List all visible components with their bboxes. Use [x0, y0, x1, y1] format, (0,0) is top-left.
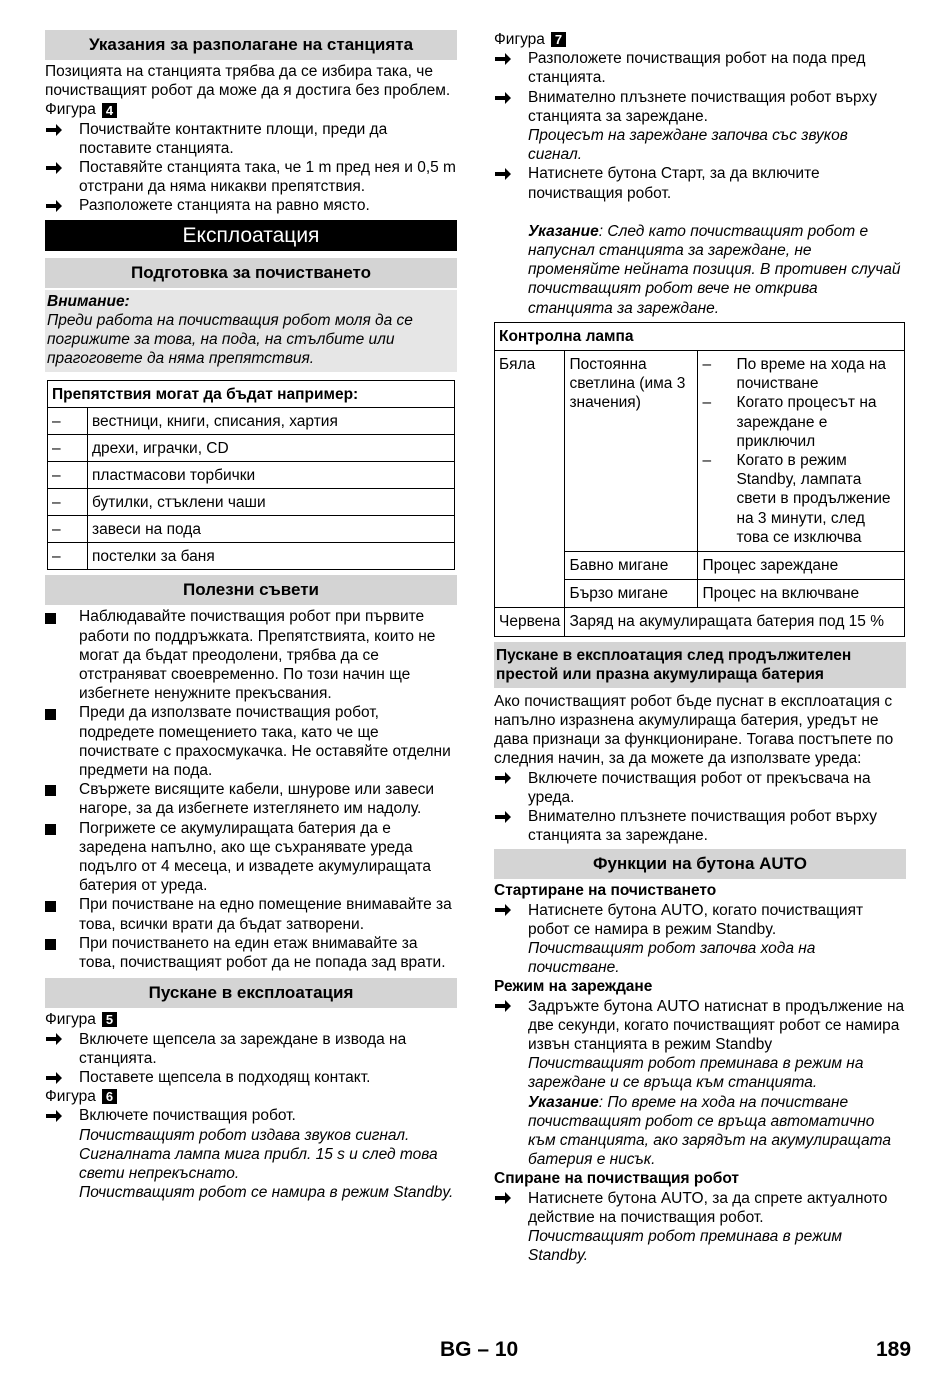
step-text: При почистването на един етаж внимавайте за това, почистващият робот да не попада зад врати.: [79, 934, 446, 972]
obstacle-text: бутилки, стъклени чаши: [88, 489, 455, 516]
figure-ref-4: [45, 100, 457, 119]
meaning-item: [702, 355, 900, 393]
figure-number: 6: [102, 1089, 117, 1104]
figure-ref-5: [45, 1010, 457, 1029]
obstacle-row: [48, 435, 455, 462]
step-item: [45, 607, 457, 703]
obstacle-text: дрехи, играчки, CD: [88, 435, 455, 462]
bullet-square-icon: [45, 703, 79, 780]
step-text: Наблюдавайте почистващия робот при първите работи по поддръжката. Препятствията, които не могат да бъдат преодолени, трябва да се отстраняват своевременно. По този начин ще избегнете ненужните прекъсвания.: [79, 608, 436, 703]
charge-mode-heading: Режим на зареждане: [494, 978, 653, 996]
footer-language-page: BG – 10: [440, 1338, 519, 1361]
arrow-icon: [494, 807, 528, 845]
step-item: [45, 934, 457, 972]
step-text: Преди да използвате почистващия робот, подредете помещението така, като че ще почиствате с прахосмукачка. Не оставяйте отделни предмети на пода.: [79, 704, 451, 780]
meaning-item: [702, 451, 900, 547]
dash-marker: –: [702, 356, 712, 374]
stop-heading: Спиране на почистващия робот: [494, 1170, 740, 1188]
arrow-icon: [494, 901, 528, 978]
note-label: Указание: [528, 1093, 599, 1111]
startup-steps: [45, 1030, 457, 1088]
arrow-icon: [494, 49, 528, 87]
step-item: [494, 807, 906, 845]
step-item: [494, 49, 906, 87]
figure-number: 5: [102, 1012, 117, 1027]
step-text: Разположете почистващия робот на пода пред станцията.: [528, 50, 866, 87]
bullet-square-icon: [45, 780, 79, 818]
step-result: Почистващият робот се намира в режим Standby.: [79, 1184, 454, 1202]
step-text: Включете почистващия робот от прекъсвача на уреда.: [528, 769, 871, 806]
step-text: При почистване на едно помещение внимавайте за това, всички врати да бъдат затворени.: [79, 896, 452, 933]
obstacle-row: [48, 489, 455, 516]
bullet-square-icon: [45, 895, 79, 933]
step-item: [45, 1106, 457, 1202]
figure-label: Фигура: [45, 1011, 96, 1029]
step-text: Погрижете се акумулиращата батерия да е заредена напълно, ако ще съхранявате уреда подълго от 4 месеца, и извадете акумулиращата батерия от уреда.: [79, 819, 432, 895]
bullet-square-icon: [45, 934, 79, 972]
arrow-icon: [45, 1030, 79, 1068]
note-label: Указание: [528, 222, 599, 240]
step-item: [494, 88, 906, 165]
operation-heading: Експлоатация: [45, 220, 457, 251]
step-text: Разположете станцията на равно място.: [79, 197, 370, 215]
step-text: Поставяйте станцията така, че 1 m пред нея и 0,5 m отстрани да няма никакви препятствия.: [79, 159, 456, 196]
meaning-text: Когато процесът на зареждане е приключил: [736, 394, 877, 450]
obstacles-header: Препятствия могат да бъдат например:: [48, 381, 455, 408]
obstacle-text: вестници, книги, списания, хартия: [88, 408, 455, 435]
lamp-slow-meaning: Процес зареждане: [698, 552, 905, 580]
note-block: [494, 222, 906, 318]
meaning-text: По време на хода на почистване: [736, 356, 887, 393]
step-item: [45, 196, 457, 215]
arrow-icon: [494, 88, 528, 165]
step-text: Натиснете бутона Старт, за да включите почистващия робот.: [528, 165, 820, 202]
lamp-fast-meaning: Процес на включване: [698, 580, 905, 608]
meaning-item: [702, 393, 900, 451]
placement-steps: [45, 120, 457, 216]
figure-label: Фигура: [45, 1088, 96, 1106]
figure-label: Фигура: [494, 31, 545, 48]
lamp-white: Бяла: [495, 351, 565, 608]
step-result: Почистващият робот започва хода на почистване.: [528, 939, 816, 977]
dash-marker: –: [702, 452, 712, 470]
step-item: [45, 780, 457, 818]
step-item: [494, 164, 906, 202]
step-item: [45, 120, 457, 158]
meaning-text: Когато в режим Standby, лампата свети в продължение на 3 минути, след това се изключва: [736, 452, 891, 546]
step-item: [45, 1030, 457, 1068]
left-column: [45, 30, 457, 1202]
step-item: [494, 1189, 906, 1266]
auto-heading: Функции на бутона AUTO: [494, 849, 906, 879]
step-item: [45, 1068, 457, 1087]
lamp-red: Червена: [495, 608, 565, 636]
dash-marker: –: [48, 489, 88, 516]
arrow-icon: [494, 164, 528, 202]
lamp-steady-meanings: [698, 351, 905, 552]
warning-label: Внимание:: [47, 292, 130, 310]
step-item: [45, 819, 457, 896]
restart-text: Ако почистващият робот бъде пуснат в експлоатация с напълно изразнена акумулираща батерия, уредът не дава признаци за функциониране. Тогава постъпете по следния начин, за да можете да използвате уреда:: [494, 692, 894, 768]
lamp-red-meaning: Заряд на акумулиращата батерия под 15 %: [565, 608, 905, 636]
lamp-table-header: Контролна лампа: [495, 322, 905, 350]
tips-heading: Полезни съвети: [45, 575, 457, 605]
step-text: Натиснете бутона AUTO, когато почистващият робот се намира в режим Standby.: [528, 901, 864, 938]
dash-marker: –: [702, 394, 712, 412]
figure-ref-6: [45, 1087, 457, 1106]
figure-number: 7: [551, 32, 566, 47]
dash-marker: –: [48, 516, 88, 543]
obstacle-row: [48, 516, 455, 543]
arrow-icon: [494, 769, 528, 807]
start-cleaning-heading: Стартиране на почистването: [494, 882, 717, 900]
obstacle-row: [48, 462, 455, 489]
obstacles-header-row: [48, 381, 455, 408]
warning-box: [45, 290, 457, 373]
step-item: [45, 895, 457, 933]
tips-list: [45, 607, 457, 972]
bullet-square-icon: [45, 819, 79, 896]
warning-text: Преди работа на почистващия робот моля да се погрижите за това, на пода, на стълбите или прагоговете да няма препятствия.: [47, 311, 413, 368]
restart-heading: Пускане в експлоатация след продължителен престой или празна акумулираща батерия: [494, 642, 906, 688]
prep-heading: Подготовка за почистването: [45, 258, 457, 288]
step-item: [45, 158, 457, 196]
step-result: Почистващият робот преминава в режим Standby.: [528, 1227, 842, 1265]
step-result: Почистващият робот преминава в режим на зареждане и се връща към станцията.: [528, 1055, 864, 1092]
arrow-icon: [494, 997, 528, 1170]
arrow-icon: [45, 196, 79, 215]
figure-label: Фигура: [45, 101, 96, 119]
arrow-icon: [45, 120, 79, 158]
lamp-steady: Постоянна светлина (има 3 значения): [565, 351, 698, 552]
obstacle-row: [48, 408, 455, 435]
obstacle-text: завеси на пода: [88, 516, 455, 543]
lamp-fast: Бързо мигане: [565, 580, 698, 608]
figure-ref-7: [494, 30, 906, 49]
dash-marker: –: [48, 543, 88, 570]
step-item: [494, 997, 906, 1170]
bullet-square-icon: [45, 607, 79, 703]
step-result: Почистващият робот издава звуков сигнал. Сигналната лампа мига прибл. 15 s и след това свети непрекъснато.: [79, 1126, 438, 1182]
placement-heading: Указания за разполагане на станцията: [45, 30, 457, 60]
step-text: Включете почистващия робот.: [79, 1107, 296, 1125]
arrow-icon: [45, 1068, 79, 1087]
step-text: Внимателно плъзнете почистващия робот върху станцията за зареждане.: [528, 807, 878, 845]
step-item: [494, 901, 906, 978]
step-item: [494, 769, 906, 807]
startup-heading: Пускане в експлоатация: [45, 978, 457, 1008]
right-column: [494, 30, 906, 1265]
restart-steps: [494, 769, 906, 846]
step-item: [45, 703, 457, 780]
dash-marker: –: [48, 408, 88, 435]
note-text: : По време на хода на почистване почистващият робот се връща автоматично към станцията, ако зарядът на акумулиращата батерия е нисък.: [528, 1093, 892, 1169]
figure-number: 4: [102, 103, 117, 118]
arrow-icon: [45, 1106, 79, 1202]
step-text: Внимателно плъзнете почистващия робот върху станцията за зареждане.: [528, 88, 878, 125]
note-text: : След като почистващият робот е напуснал станцията за зареждане, не променяйте нейната позиция. В противен случай почистващият робот вече не открива станцията за зареждане.: [528, 222, 901, 317]
step-text: Поставете щепсела в подходящ контакт.: [79, 1068, 371, 1086]
step-text: Задръжте бутона AUTO натиснат в продължение на две секунди, когато почистващият робот се намира извън станцията в режим Standby: [528, 997, 905, 1053]
obstacle-text: постелки за баня: [88, 543, 455, 570]
placement-text: Позицията на станцията трябва да се избира така, че почистващият робот да може да я достига без проблем.: [45, 63, 451, 100]
dash-marker: –: [48, 462, 88, 489]
control-lamp-table: [494, 322, 905, 637]
obstacle-row: [48, 543, 455, 570]
step-text: Свържете висящите кабели, шнурове или завеси нагоре, за да избегнете изтеглянето им надолу.: [79, 781, 434, 818]
arrow-icon: [45, 158, 79, 196]
step-text: Натиснете бутона AUTO, за да спрете актуалното действие на почистващия робот.: [528, 1189, 888, 1226]
obstacles-table: [47, 380, 455, 570]
lamp-slow: Бавно мигане: [565, 552, 698, 580]
arrow-icon: [494, 1189, 528, 1266]
step-text: Включете щепсела за зареждане в извода на станцията.: [79, 1030, 407, 1067]
dash-marker: –: [48, 435, 88, 462]
footer-page-number: 189: [876, 1338, 912, 1361]
step-text: Почиствайте контактните площи, преди да поставите станцията.: [79, 120, 388, 157]
step-result: Процесът на зареждане започва със звуков сигнал.: [528, 127, 848, 164]
obstacle-text: пластмасови торбички: [88, 462, 455, 489]
